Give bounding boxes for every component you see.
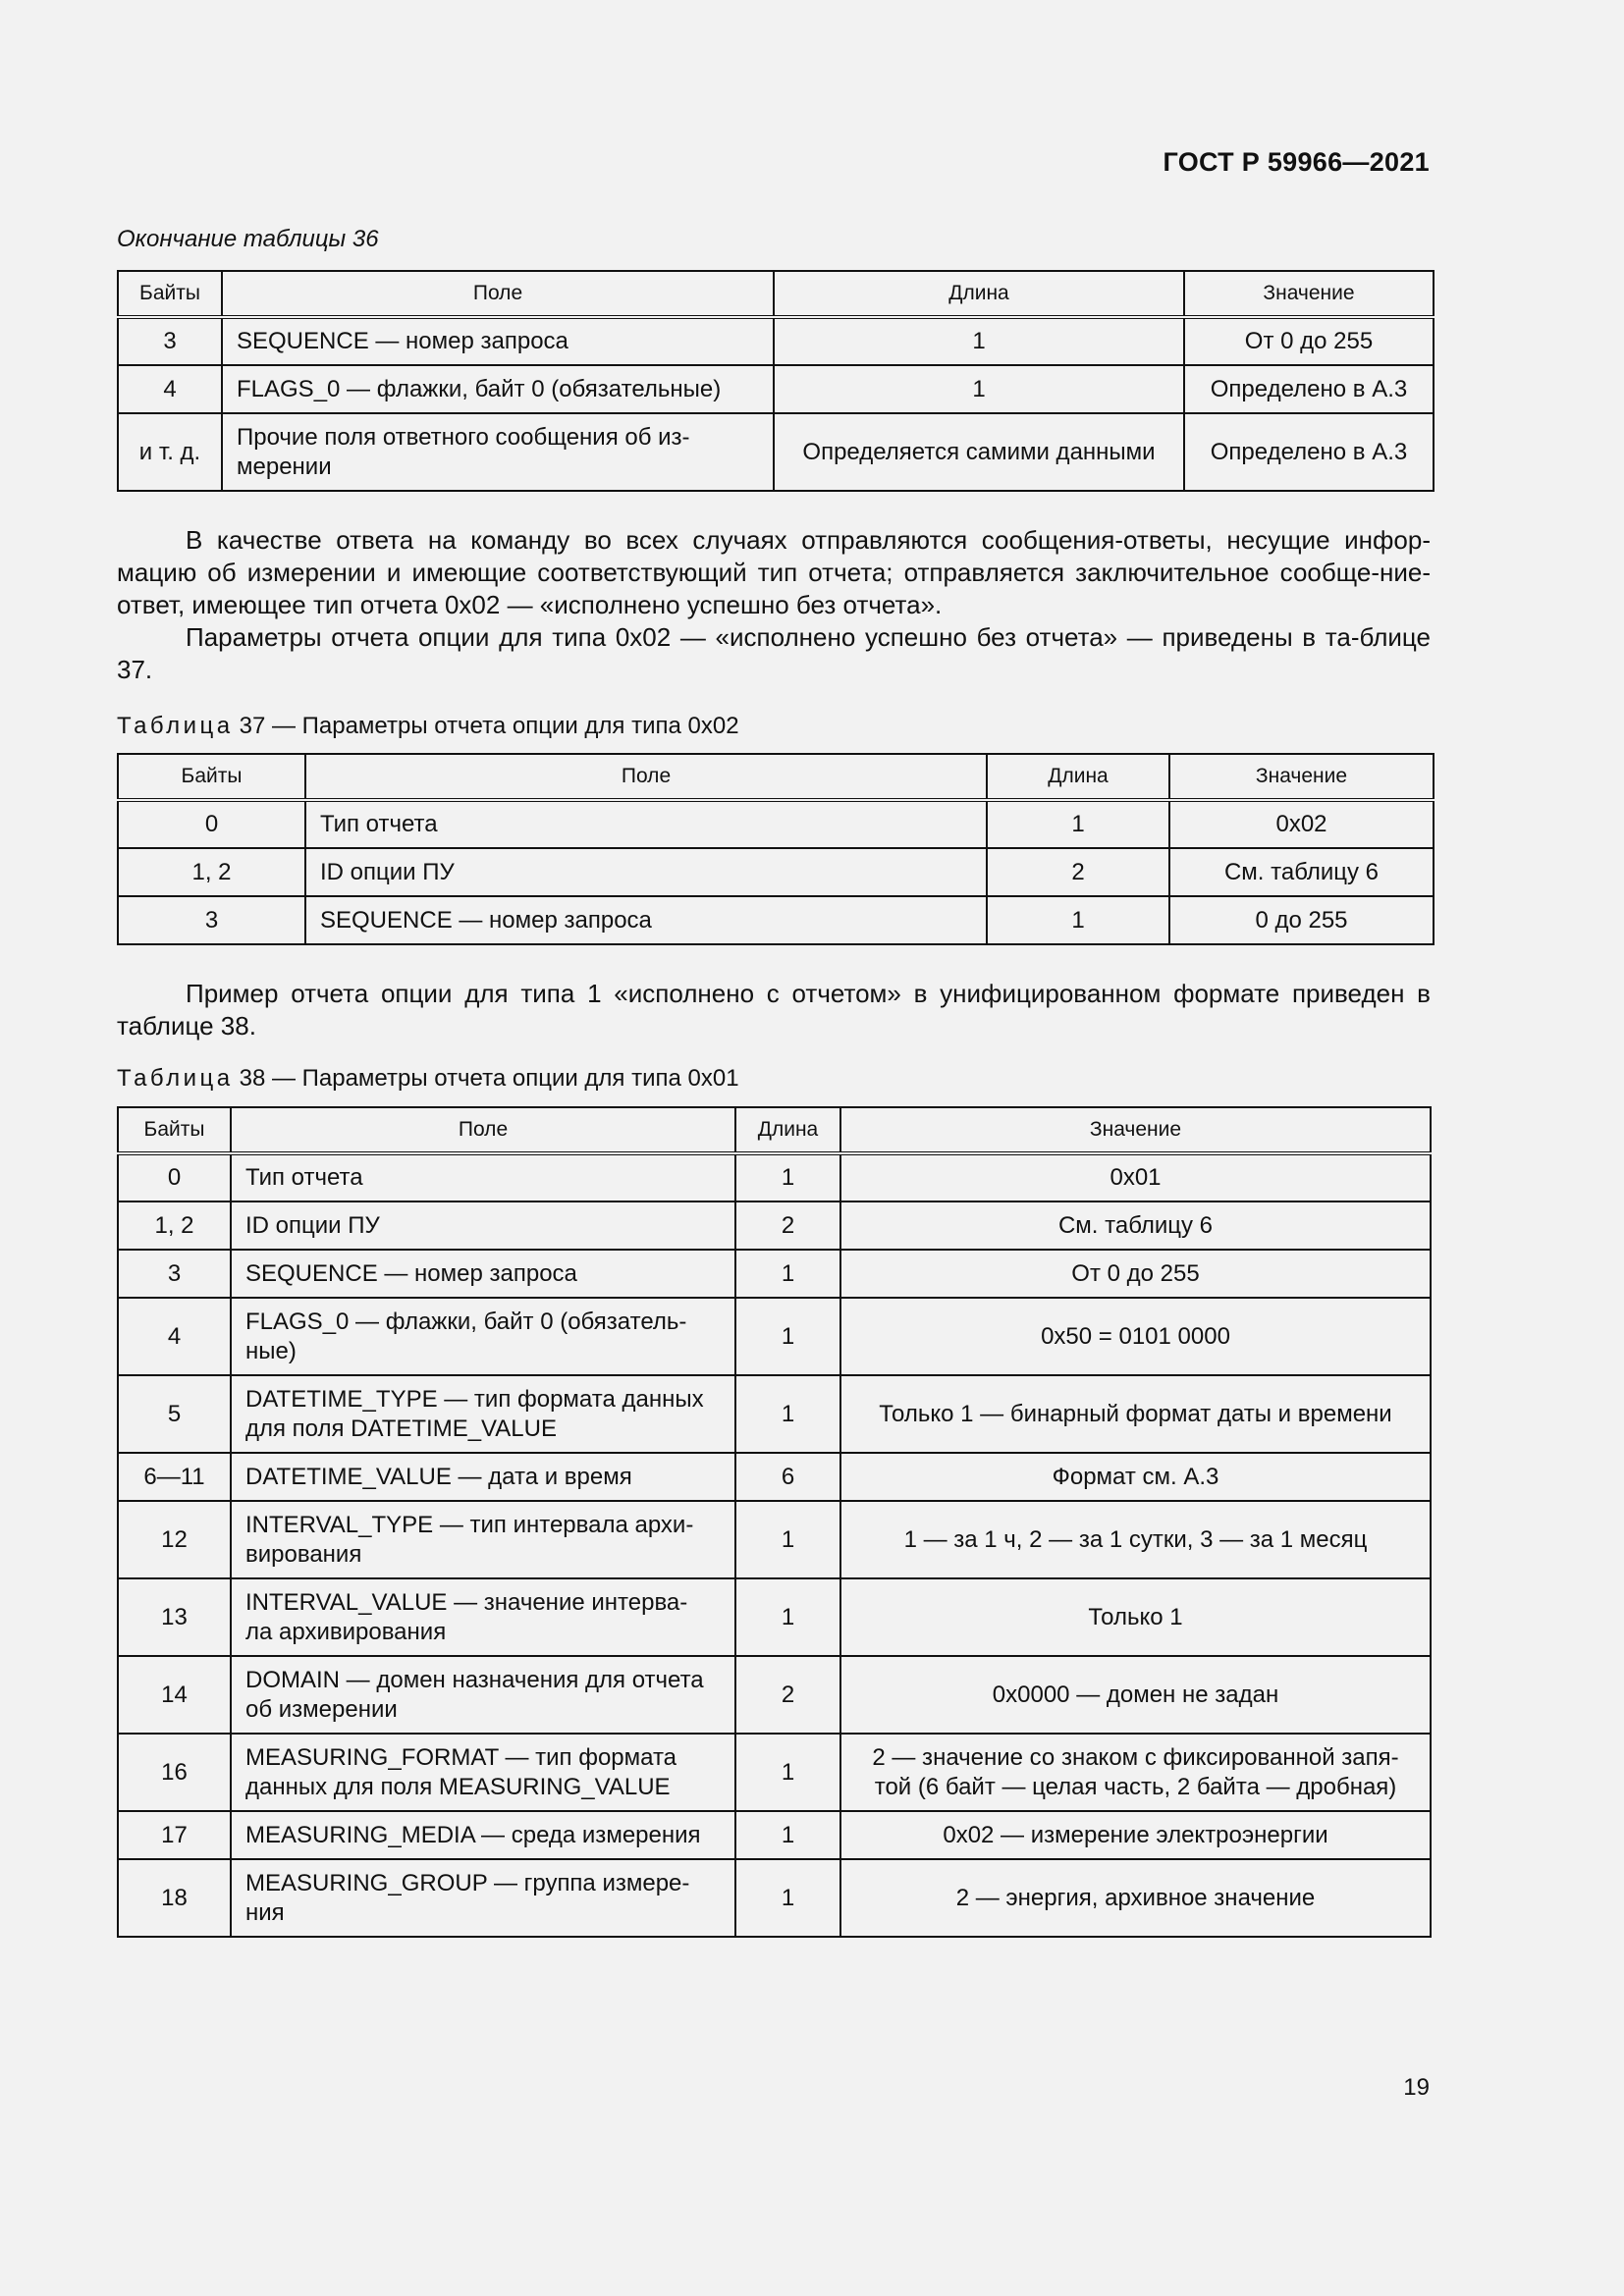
- table-row: [118, 1656, 1431, 1734]
- table-cell: MEASURING_FORMAT — тип формата данных для поля MEASURING_VALUE: [231, 1734, 735, 1811]
- table-cell: 1: [735, 1298, 840, 1375]
- table-row: [118, 1811, 1431, 1859]
- table-cell: От 0 до 255: [1184, 317, 1434, 365]
- table-cell: 3: [118, 317, 222, 365]
- table-row: [118, 1153, 1431, 1201]
- table-cell: 2: [987, 848, 1169, 896]
- table-row: [118, 1201, 1431, 1250]
- table-cell: Тип отчета: [305, 800, 987, 848]
- table-cell: DATETIME_TYPE — тип формата данных для поля DATETIME_VALUE: [231, 1375, 735, 1453]
- table-row: [118, 413, 1434, 491]
- table-cell: ID опции ПУ: [305, 848, 987, 896]
- standard-code: ГОСТ Р 59966—2021: [1163, 147, 1430, 177]
- table-cell: FLAGS_0 — флажки, байт 0 (обязательные): [222, 365, 774, 413]
- table-cell: ID опции ПУ: [231, 1201, 735, 1250]
- table-header-row: [118, 754, 1434, 800]
- table-cell: 1: [735, 1375, 840, 1453]
- table-cell: 1, 2: [118, 848, 305, 896]
- column-header: Поле: [231, 1107, 735, 1153]
- table-cell: 3: [118, 1250, 231, 1298]
- table-continuation-caption: Окончание таблицы 36: [117, 226, 379, 252]
- column-header: Байты: [118, 754, 305, 800]
- table-cell: и т. д.: [118, 413, 222, 491]
- table-row: [118, 365, 1434, 413]
- table-cell: 1: [735, 1501, 840, 1578]
- column-header: Длина: [735, 1107, 840, 1153]
- table-cell: 14: [118, 1656, 231, 1734]
- table-cell: Только 1: [840, 1578, 1431, 1656]
- column-header: Байты: [118, 1107, 231, 1153]
- table-cell: 1: [774, 317, 1184, 365]
- table-cell: См. таблицу 6: [1169, 848, 1434, 896]
- table-cell: См. таблицу 6: [840, 1201, 1431, 1250]
- table-cell: 6—11: [118, 1453, 231, 1501]
- table-cell: 17: [118, 1811, 231, 1859]
- table-37: [117, 753, 1435, 945]
- table-37-caption: [117, 713, 739, 740]
- table-cell: 1: [735, 1153, 840, 1201]
- table-row: [118, 1578, 1431, 1656]
- table-cell: 2: [735, 1201, 840, 1250]
- caption-label: Таблица: [117, 1065, 234, 1092]
- column-header: Поле: [222, 271, 774, 317]
- table-cell: Определено в А.3: [1184, 413, 1434, 491]
- table-cell: Тип отчета: [231, 1153, 735, 1201]
- paragraph: В качестве ответа на команду во всех случаях отправляются сообщения-ответы, несущие инфор-мацию об измерении и имеющие соответствующий тип отчета; отправляется заключительное сообще-ние-ответ, имеющее тип отчета 0x02 — «исполнено успешно без отчета».: [117, 525, 1431, 619]
- table-cell: 16: [118, 1734, 231, 1811]
- table-row: [118, 1501, 1431, 1578]
- column-header: Значение: [840, 1107, 1431, 1153]
- table-cell: 0x01: [840, 1153, 1431, 1201]
- table-cell: 5: [118, 1375, 231, 1453]
- table-cell: 6: [735, 1453, 840, 1501]
- table-cell: Определяется самими данными: [774, 413, 1184, 491]
- table-cell: DATETIME_VALUE — дата и время: [231, 1453, 735, 1501]
- paragraph: Пример отчета опции для типа 1 «исполнено с отчетом» в унифицированном формате приведен в таблице 38.: [117, 979, 1431, 1041]
- table-row: [118, 1298, 1431, 1375]
- table-cell: INTERVAL_VALUE — значение интерва- ла архивирования: [231, 1578, 735, 1656]
- table-cell: 1: [987, 896, 1169, 944]
- column-header: Поле: [305, 754, 987, 800]
- table-cell: 0: [118, 800, 305, 848]
- table-row: [118, 317, 1434, 365]
- column-header: Значение: [1184, 271, 1434, 317]
- column-header: Длина: [987, 754, 1169, 800]
- caption-text: 38 — Параметры отчета опции для типа 0x01: [239, 1065, 739, 1092]
- table-cell: 1: [735, 1250, 840, 1298]
- table-cell: 2: [735, 1656, 840, 1734]
- table-38-caption: [117, 1065, 739, 1093]
- table-cell: От 0 до 255: [840, 1250, 1431, 1298]
- table-cell: 1: [735, 1734, 840, 1811]
- table-cell: 1 — за 1 ч, 2 — за 1 сутки, 3 — за 1 месяц: [840, 1501, 1431, 1578]
- table-cell: 1, 2: [118, 1201, 231, 1250]
- column-header: Длина: [774, 271, 1184, 317]
- caption-text: 37 — Параметры отчета опции для типа 0x02: [239, 713, 739, 739]
- table-38: [117, 1106, 1432, 1938]
- column-header: Байты: [118, 271, 222, 317]
- table-row: [118, 1734, 1431, 1811]
- table-header-row: [118, 271, 1434, 317]
- table-cell: 1: [774, 365, 1184, 413]
- table-cell: 0 до 255: [1169, 896, 1434, 944]
- table-cell: 1: [735, 1578, 840, 1656]
- table-cell: MEASURING_MEDIA — среда измерения: [231, 1811, 735, 1859]
- table-cell: Только 1 — бинарный формат даты и времени: [840, 1375, 1431, 1453]
- table-row: [118, 848, 1434, 896]
- table-row: [118, 1250, 1431, 1298]
- table-row: [118, 800, 1434, 848]
- table-cell: 18: [118, 1859, 231, 1937]
- caption-label: Таблица: [117, 713, 234, 739]
- column-header: Значение: [1169, 754, 1434, 800]
- table-cell: Прочие поля ответного сообщения об из- мерении: [222, 413, 774, 491]
- table-cell: FLAGS_0 — флажки, байт 0 (обязатель- ные): [231, 1298, 735, 1375]
- paragraph: Параметры отчета опции для типа 0x02 — «исполнено успешно без отчета» — приведены в та-блице 37.: [117, 622, 1431, 684]
- page-number: 19: [1403, 2074, 1430, 2101]
- paragraph-example-reference: [117, 978, 1431, 1042]
- table-cell: 0x02 — измерение электроэнергии: [840, 1811, 1431, 1859]
- table-cell: 13: [118, 1578, 231, 1656]
- table-cell: 0x0000 — домен не задан: [840, 1656, 1431, 1734]
- table-row: [118, 1859, 1431, 1937]
- table-header-row: [118, 1107, 1431, 1153]
- table-cell: SEQUENCE — номер запроса: [305, 896, 987, 944]
- table-cell: 1: [735, 1859, 840, 1937]
- table-cell: Определено в А.3: [1184, 365, 1434, 413]
- table-cell: 4: [118, 365, 222, 413]
- table-cell: 0: [118, 1153, 231, 1201]
- table-cell: 0x02: [1169, 800, 1434, 848]
- table-cell: 1: [987, 800, 1169, 848]
- table-cell: MEASURING_GROUP — группа измере- ния: [231, 1859, 735, 1937]
- table-cell: SEQUENCE — номер запроса: [222, 317, 774, 365]
- table-row: [118, 1453, 1431, 1501]
- table-cell: SEQUENCE — номер запроса: [231, 1250, 735, 1298]
- paragraph-response-description: [117, 524, 1431, 686]
- table-cell: 4: [118, 1298, 231, 1375]
- table-row: [118, 896, 1434, 944]
- table-cell: Формат см. А.3: [840, 1453, 1431, 1501]
- table-cell: 12: [118, 1501, 231, 1578]
- table-cell: INTERVAL_TYPE — тип интервала архи- вирования: [231, 1501, 735, 1578]
- table-cell: 0x50 = 0101 0000: [840, 1298, 1431, 1375]
- table-cell: 2 — энергия, архивное значение: [840, 1859, 1431, 1937]
- table-cell: DOMAIN — домен назначения для отчета об измерении: [231, 1656, 735, 1734]
- table-cell: 2 — значение со знаком с фиксированной запя- той (6 байт — целая часть, 2 байта — дробная): [840, 1734, 1431, 1811]
- table-36: [117, 270, 1435, 492]
- table-cell: 3: [118, 896, 305, 944]
- table-cell: 1: [735, 1811, 840, 1859]
- table-row: [118, 1375, 1431, 1453]
